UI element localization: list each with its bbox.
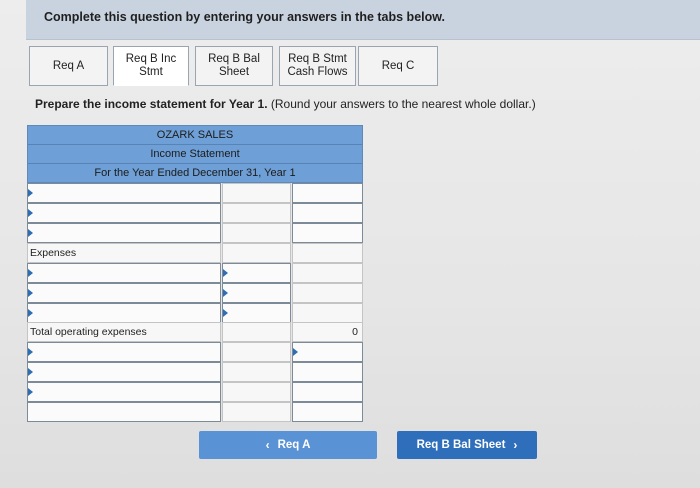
expense-label-input[interactable] <box>27 283 221 303</box>
total-input[interactable] <box>292 203 363 223</box>
label-input[interactable] <box>27 362 221 382</box>
tab-req-b-stmt-cash-flows[interactable]: Req B Stmt Cash Flows <box>279 46 356 86</box>
label-input[interactable] <box>27 183 221 203</box>
table-row <box>27 203 363 223</box>
dropdown-caret-icon <box>28 388 33 396</box>
label-input[interactable] <box>27 223 221 243</box>
prev-req-a-button[interactable] <box>199 431 377 459</box>
prev-button-label: Req A <box>277 439 311 451</box>
total-input[interactable] <box>292 382 363 402</box>
table-row <box>27 243 363 263</box>
total-cell <box>292 283 363 303</box>
expense-amount-input[interactable] <box>222 263 291 283</box>
dropdown-caret-icon <box>223 289 228 297</box>
expense-label-input[interactable] <box>27 263 221 283</box>
dropdown-caret-icon <box>28 348 33 356</box>
table-row <box>27 402 363 422</box>
total-input[interactable] <box>292 223 363 243</box>
banner-text: Complete this question by entering your answers in the tabs below. <box>44 10 445 24</box>
dropdown-caret-icon <box>223 269 228 277</box>
chevron-right-icon: › <box>513 438 518 452</box>
statement-header <box>27 125 363 183</box>
dropdown-caret-icon <box>28 229 33 237</box>
instruction-note: (Round your answers to the nearest whole dollar.) <box>267 97 536 111</box>
label-input[interactable] <box>27 203 221 223</box>
tab-req-c[interactable]: Req C <box>358 46 438 86</box>
total-operating-expenses-value: 0 <box>292 322 363 342</box>
amount-cell <box>222 402 291 422</box>
dropdown-caret-icon <box>28 309 33 317</box>
dropdown-caret-icon <box>223 309 228 317</box>
tab-req-b-bal-sheet[interactable]: Req B Bal Sheet <box>195 46 273 86</box>
tab-req-b-inc-stmt[interactable]: Req B Inc Stmt <box>113 46 189 86</box>
next-button-label: Req B Bal Sheet <box>416 439 506 451</box>
table-row <box>27 322 363 342</box>
amount-cell <box>222 322 291 342</box>
instruction-text <box>35 97 536 111</box>
table-row <box>27 183 363 203</box>
total-cell <box>292 303 363 323</box>
statement-title: Income Statement <box>28 145 362 164</box>
expense-amount-input[interactable] <box>222 283 291 303</box>
amount-cell <box>222 362 291 382</box>
table-row <box>27 342 363 362</box>
total-cell <box>292 263 363 283</box>
table-row <box>27 303 363 323</box>
amount-cell <box>222 382 291 402</box>
label-input[interactable] <box>27 342 221 362</box>
statement-period: For the Year Ended December 31, Year 1 <box>94 167 296 179</box>
dropdown-caret-icon <box>28 368 33 376</box>
total-input[interactable] <box>292 402 363 422</box>
expense-label-input[interactable] <box>27 303 221 323</box>
label-input[interactable] <box>27 402 221 422</box>
total-cell <box>292 243 363 263</box>
next-req-b-bal-sheet-button[interactable] <box>397 431 537 459</box>
label-input[interactable] <box>27 382 221 402</box>
chevron-left-icon: ‹ <box>265 438 270 452</box>
amount-cell <box>222 342 291 362</box>
dropdown-caret-icon <box>28 209 33 217</box>
instruction-bold: Prepare the income statement for Year 1. <box>35 97 268 111</box>
amount-cell <box>222 203 291 223</box>
instruction-banner <box>26 0 700 40</box>
dropdown-caret-icon <box>28 289 33 297</box>
dropdown-caret-icon <box>293 348 298 356</box>
total-input[interactable] <box>292 362 363 382</box>
table-row <box>27 283 363 303</box>
tab-req-a[interactable]: Req A <box>29 46 108 86</box>
amount-cell <box>222 183 291 203</box>
dropdown-caret-icon <box>28 189 33 197</box>
total-input[interactable] <box>292 183 363 203</box>
company-name: OZARK SALES <box>28 126 362 145</box>
amount-cell <box>222 243 291 263</box>
total-input[interactable] <box>292 342 363 362</box>
total-operating-expenses-label: Total operating expenses <box>27 322 221 342</box>
dropdown-caret-icon <box>28 269 33 277</box>
table-row <box>27 263 363 283</box>
table-row <box>27 362 363 382</box>
expense-amount-input[interactable] <box>222 303 291 323</box>
table-row <box>27 223 363 243</box>
table-row <box>27 382 363 402</box>
amount-cell <box>222 223 291 243</box>
expenses-label: Expenses <box>27 243 221 263</box>
